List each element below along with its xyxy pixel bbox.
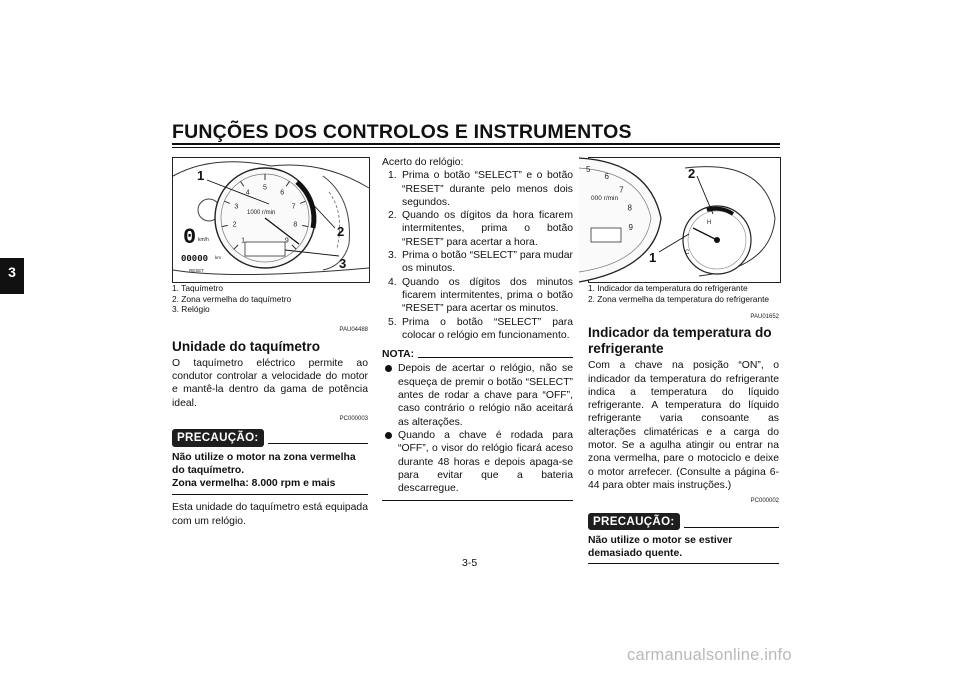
odometer-unit: km (215, 255, 221, 260)
title-rule (172, 143, 780, 145)
title-rule-thin (172, 147, 780, 148)
chapter-tab-number: 3 (8, 264, 16, 280)
step-text: Prima o botão “SELECT” e o botão “RESET” durante pelo menos dois segundos. (402, 170, 573, 208)
clock-note: Esta unidade do taquímetro está equipada com um relógio. (172, 502, 368, 527)
caution-badge: PRECAUÇÃO: (588, 513, 680, 530)
callout-2: 2 (688, 166, 696, 181)
step-text: Quando os dígitos da hora ficarem intermitentes, prima o botão “RESET” para acertar a hora. (402, 210, 573, 248)
tach-tick-label: 3 (234, 203, 239, 211)
speed-unit: km/h (198, 237, 209, 243)
tach-tick-label: 9 (628, 223, 633, 233)
caution-badge: PRECAUÇÃO: (172, 429, 264, 446)
page-number: 3-5 (462, 557, 478, 569)
nota-list (382, 362, 573, 495)
step-text: Prima o botão “SELECT” para colocar o relógio em funcionamento. (402, 316, 573, 341)
step-text: Quando os dígitos dos minutos ficarem intermitentes, prima o botão “RESET” para acertar os minutos. (402, 276, 573, 315)
left-column-text (172, 324, 368, 528)
left-figure-captions (172, 283, 372, 315)
caution-text: Não utilize o motor se estiver demasiado quente. (588, 534, 733, 560)
callout-1: 1 (197, 168, 205, 183)
step-text: Prima o botão “SELECT” para mudar os minutos. (402, 250, 573, 275)
right-figure-captions (588, 283, 788, 304)
caution-text: Não utilize o motor na zona vermelha do taquímetro. (172, 451, 356, 476)
section-heading-tachometer: Unidade do taquímetro (172, 339, 321, 355)
bullet-icon (385, 365, 392, 372)
clock-setting-title: Acerto do relógio: (382, 157, 464, 168)
clock-step (382, 209, 573, 249)
clock-step (382, 249, 573, 276)
callout-3: 3 (339, 256, 347, 271)
tach-unit-label: 1000 r/min (247, 210, 276, 216)
nota-item (382, 362, 573, 428)
nota-header (382, 348, 573, 361)
tachometer-illustration (173, 158, 369, 282)
caution-header (172, 429, 368, 446)
tach-tick-label: 4 (245, 189, 250, 197)
callout-2: 2 (337, 224, 345, 239)
caption-temp-indicator: 1. Indicador da temperatura do refrigerante (588, 283, 748, 293)
nota-item (382, 429, 573, 495)
callout-1: 1 (649, 250, 657, 265)
nota-text: Quando a chave é rodada para “OFF”, o visor do relógio ficará aceso durante 48 horas e depois apaga-se para evitar que a bateria descarregue. (398, 429, 573, 495)
step-number: 3. (388, 250, 397, 262)
caution-rule (588, 563, 779, 564)
clock-step (382, 276, 573, 316)
caption-tachometer: 1. Taquímetro (172, 283, 224, 293)
caution-red-zone: Zona vermelha: 8.000 rpm e mais (172, 478, 336, 490)
tach-tick-label: 9 (284, 237, 289, 245)
reference-code: PC000003 (339, 415, 368, 422)
clock-steps (382, 169, 573, 342)
caption-red-zone: 2. Zona vermelha do taquímetro (172, 293, 292, 304)
caution-rule (172, 494, 368, 495)
nota-rule (382, 500, 573, 501)
temperature-body: Com a chave na posição “ON”, o indicador da temperatura do refrigerante indica a temperatura do líquido refrigerante. A temperatura do líquido refrigerante varia consoante as alterações climatéricas e a carga do motor. Se a agulha atingir ou entrar na zona vermelha, pare o motociclo e deixe o motor arrefecer. (Consulte a página 6-44 para obter mais instruções.) (588, 360, 779, 491)
temp-high-mark: H (707, 220, 712, 226)
tach-tick-label: 7 (619, 185, 624, 195)
caution-header (588, 513, 779, 530)
tach-tick-label: 8 (627, 203, 632, 213)
tach-unit-label: 000 r/min (591, 195, 619, 202)
tachometer-intro: O taquímetro eléctrico permite ao condutor controlar a velocidade do motor e mantê-la dentro da gama de potência ideal. (172, 357, 368, 409)
caption-temp-red-zone: 2. Zona vermelha da temperatura do refrigerante (588, 293, 770, 304)
tach-tick-label: 5 (263, 184, 267, 192)
tach-tick-label: 2 (232, 221, 237, 229)
speed-digit: 0 (183, 225, 197, 250)
temp-low-mark: C (685, 250, 690, 256)
temperature-figure (588, 157, 781, 283)
tach-tick-label: 6 (604, 171, 610, 181)
step-number: 4. (388, 276, 397, 288)
tach-tick-label: 8 (293, 221, 298, 229)
tach-tick-label: 7 (291, 203, 296, 211)
clock-step (382, 169, 573, 209)
right-column-text (588, 311, 779, 564)
section-heading-temperature: Indicador da temperatura do refrigerante (588, 325, 772, 356)
nota-label: NOTA: (382, 349, 415, 361)
step-number: 5. (388, 316, 397, 328)
reference-code: PAU01652 (750, 314, 779, 320)
reset-label: RESET (189, 268, 205, 273)
tach-tick-label: 5 (586, 164, 591, 174)
temperature-illustration (586, 158, 780, 282)
middle-column-text (382, 156, 573, 501)
reference-code: PAU04488 (339, 327, 368, 333)
step-number: 2. (388, 210, 397, 222)
page-title: FUNÇÕES DOS CONTROLOS E INSTRUMENTOS (172, 121, 632, 143)
nota-text: Depois de acertar o relógio, não se esqueça de premir o botão “SELECT” antes de rodar a chave para “OFF”, caso contrário o relógio não aceitará as alterações. (398, 363, 573, 428)
odometer-digits: 00000 (181, 254, 209, 264)
bullet-icon (385, 432, 392, 439)
caption-clock: 3. Relógio (172, 304, 210, 315)
tach-tick-label: 1 (241, 237, 245, 245)
watermark: carmanualsonline.info (627, 646, 792, 664)
reference-code: PC000002 (750, 498, 779, 505)
clock-step (382, 316, 573, 343)
tach-tick-label: 6 (280, 189, 285, 197)
tachometer-figure (172, 157, 370, 283)
step-number: 1. (388, 170, 397, 182)
